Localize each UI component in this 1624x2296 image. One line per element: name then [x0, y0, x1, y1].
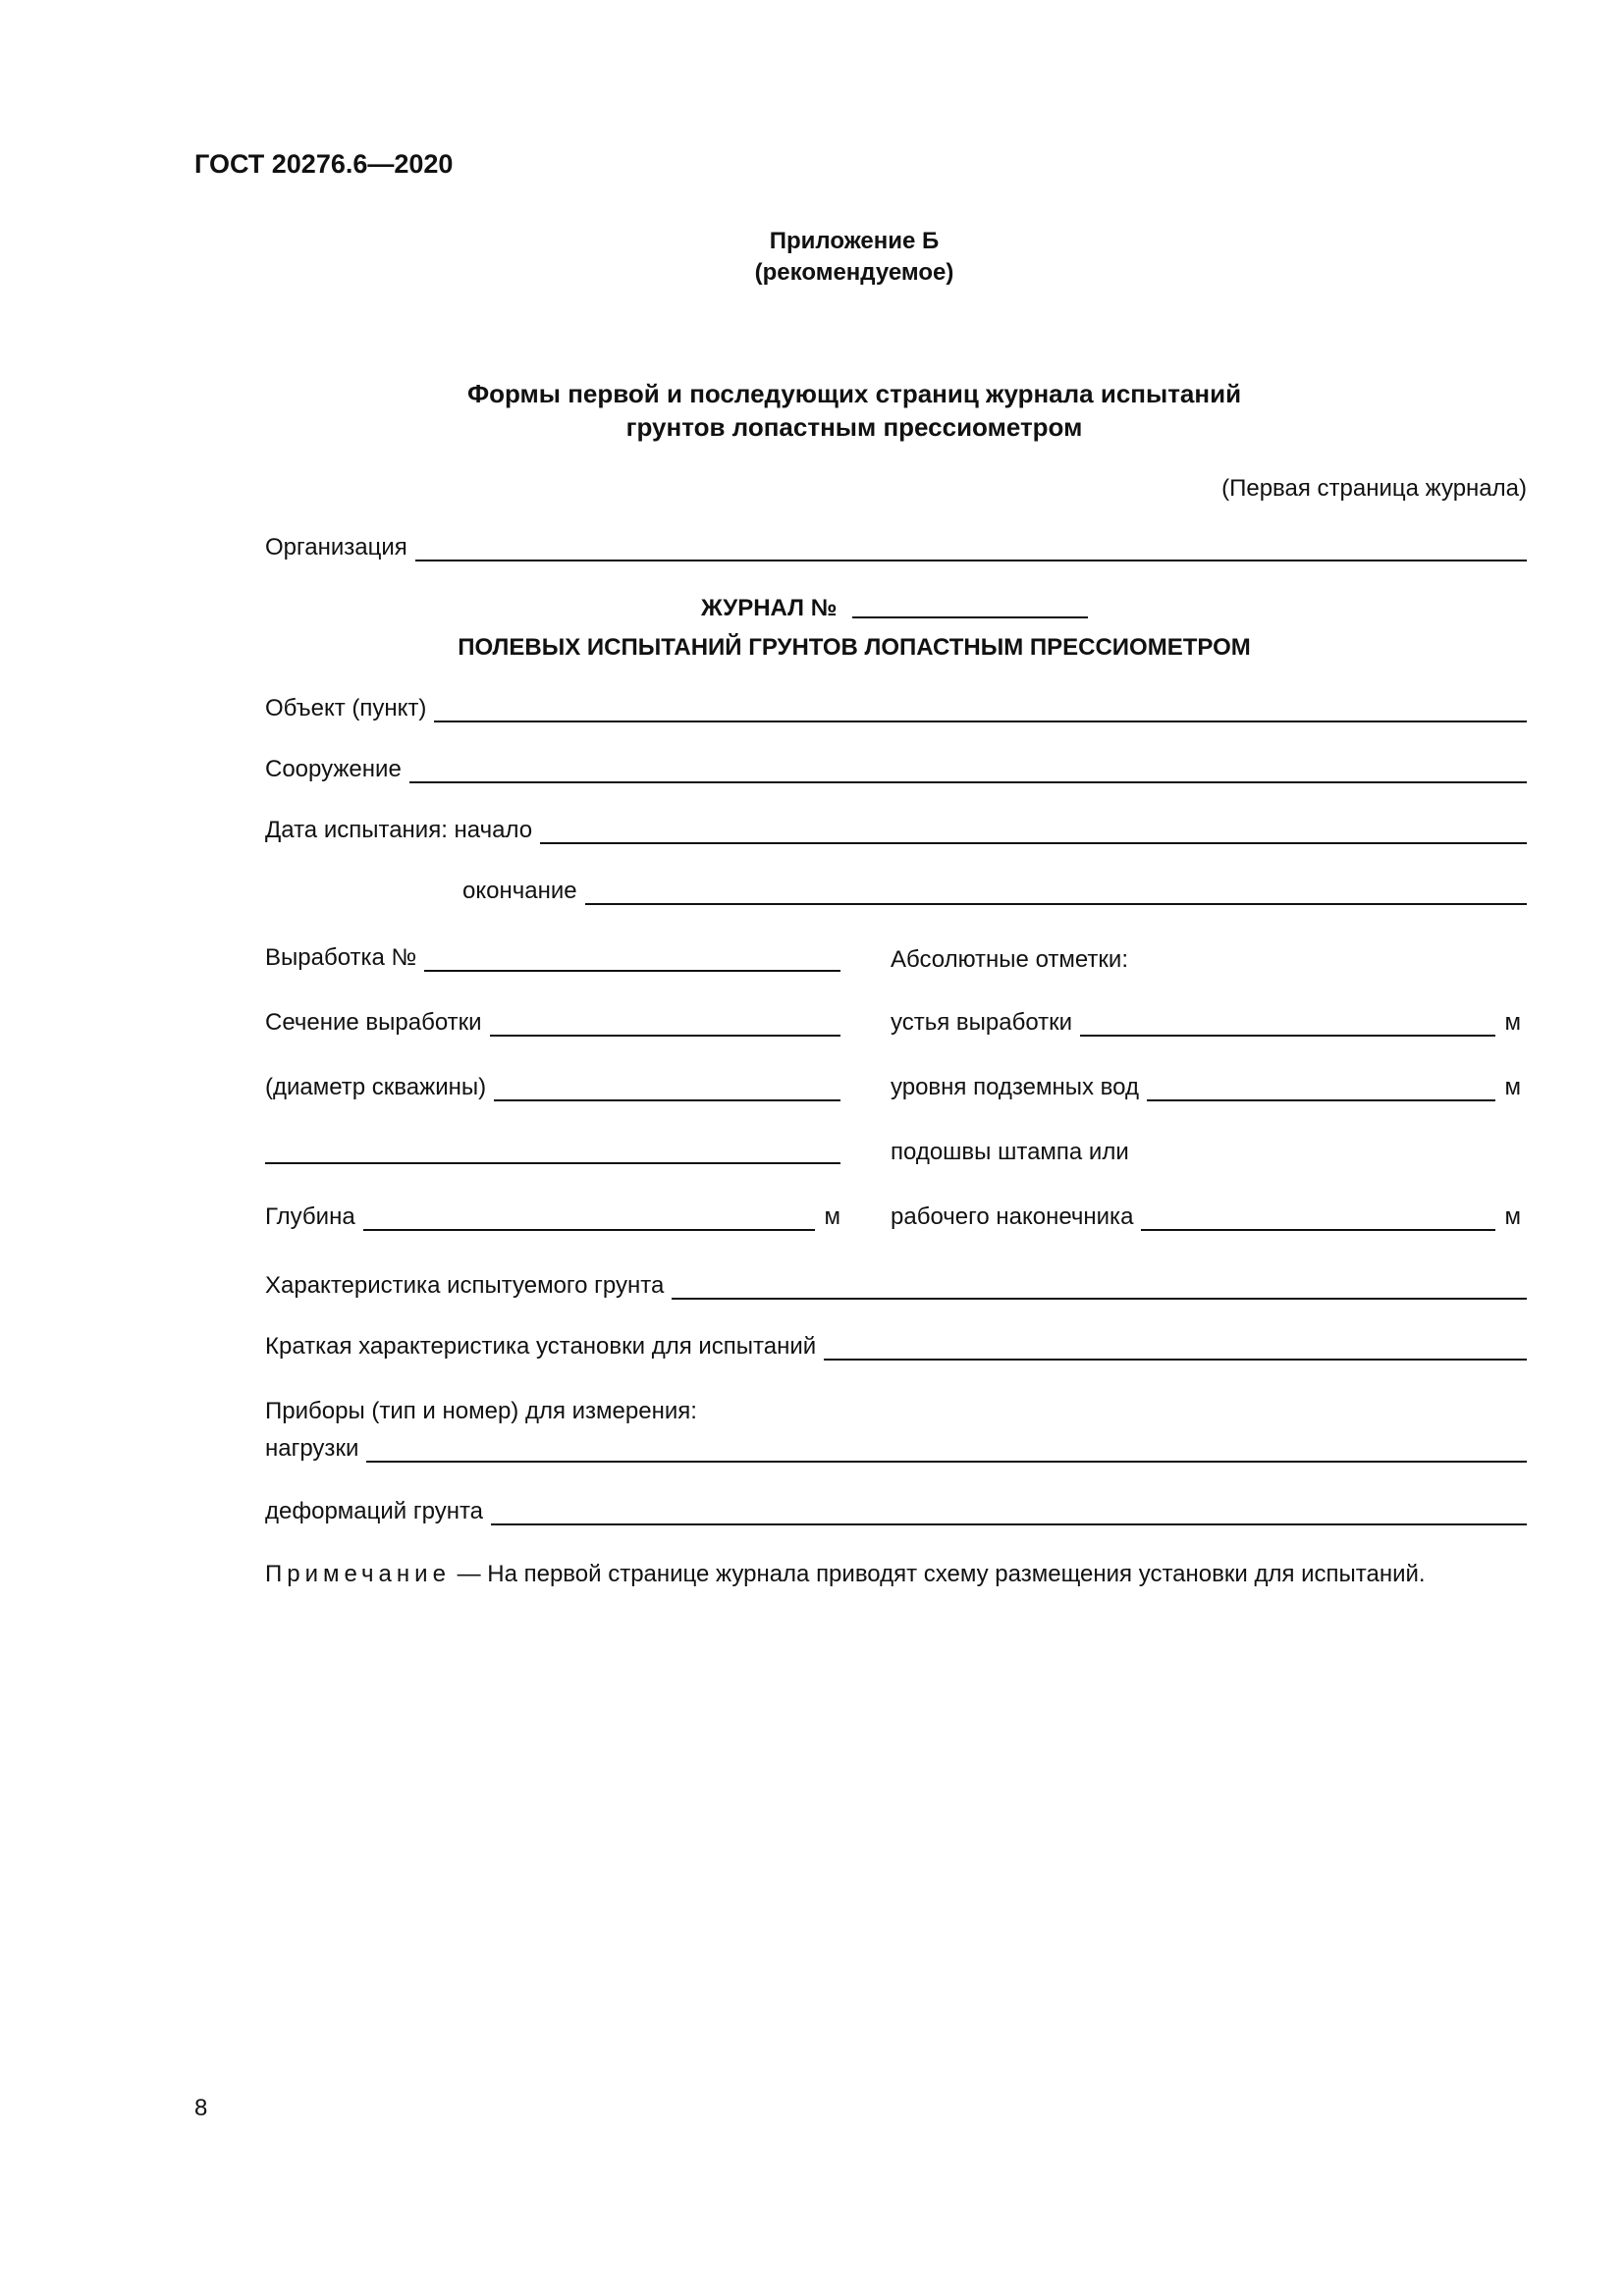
- structure-row: [265, 750, 1527, 783]
- section-title-line2: грунтов лопастным прессиометром: [625, 412, 1083, 442]
- appendix-status: (рекомендуемое): [754, 259, 954, 286]
- object-label: Объект (пункт): [265, 695, 427, 721]
- deformation-field[interactable]: [491, 1502, 1527, 1525]
- groundwater-row: [891, 1068, 1521, 1101]
- deformation-label: деформаций грунта: [265, 1498, 484, 1524]
- depth-unit: м: [824, 1203, 840, 1230]
- page-note: (Первая страница журнала): [1221, 475, 1527, 502]
- borehole-diameter-field[interactable]: [494, 1078, 840, 1101]
- excavation-no-row: [265, 938, 840, 972]
- test-date-end-row: [462, 872, 1527, 905]
- soil-characteristic-field[interactable]: [672, 1276, 1527, 1300]
- soil-characteristic-label: Характеристика испытуемого грунта: [265, 1272, 665, 1299]
- depth-row: [265, 1198, 840, 1231]
- organization-row: [265, 528, 1527, 561]
- organization-field[interactable]: [415, 538, 1527, 561]
- organization-label: Организация: [265, 534, 407, 561]
- mouth-field[interactable]: [1080, 1013, 1494, 1037]
- stamp-label-line2: рабочего наконечника: [891, 1203, 1134, 1230]
- load-row: [265, 1429, 1527, 1463]
- setup-characteristic-field[interactable]: [824, 1337, 1527, 1361]
- excavation-section-row: [265, 1003, 840, 1037]
- journal-title: ПОЛЕВЫХ ИСПЫТАНИЙ ГРУНТОВ ЛОПАСТНЫМ ПРЕССИОМЕТРОМ: [458, 634, 1251, 661]
- groundwater-label: уровня подземных вод: [891, 1074, 1139, 1100]
- structure-field[interactable]: [409, 760, 1527, 783]
- document-standard-header: ГОСТ 20276.6—2020: [194, 149, 454, 179]
- stamp-unit: м: [1504, 1203, 1521, 1230]
- depth-label: Глубина: [265, 1203, 355, 1230]
- section-title-line1: Формы первой и последующих страниц журнала испытаний: [466, 379, 1242, 408]
- test-date-end-label: окончание: [462, 878, 577, 904]
- borehole-diameter-row: [265, 1068, 840, 1101]
- page-number: 8: [194, 2095, 208, 2121]
- borehole-diameter-label: (диаметр скважины): [265, 1074, 487, 1100]
- depth-field[interactable]: [363, 1207, 815, 1231]
- deformation-row: [265, 1492, 1527, 1525]
- test-date-start-field[interactable]: [540, 821, 1527, 844]
- object-field[interactable]: [434, 699, 1527, 722]
- setup-characteristic-label: Краткая характеристика установки для испытаний: [265, 1333, 817, 1360]
- test-date-start-label: Дата испытания: начало: [265, 817, 533, 843]
- groundwater-unit: м: [1504, 1074, 1521, 1100]
- note-text: — На первой странице журнала приводят схему размещения установки для испытаний.: [450, 1561, 1426, 1587]
- mouth-label: устья выработки: [891, 1009, 1073, 1036]
- excavation-section-label: Сечение выработки: [265, 1009, 482, 1036]
- test-date-end-field[interactable]: [585, 881, 1527, 905]
- excavation-no-label: Выработка №: [265, 944, 417, 971]
- soil-characteristic-row: [265, 1266, 1527, 1300]
- note-label: Примечание: [265, 1561, 451, 1587]
- test-date-start-row: [265, 811, 1527, 844]
- setup-characteristic-row: [265, 1327, 1527, 1361]
- excavation-section-field[interactable]: [490, 1013, 840, 1037]
- load-label: нагрузки: [265, 1435, 359, 1462]
- stamp-row: [891, 1198, 1521, 1231]
- absolute-marks-label: Абсолютные отметки:: [891, 946, 1128, 973]
- excavation-no-field[interactable]: [424, 948, 840, 972]
- appendix-title: Приложение Б: [769, 228, 940, 254]
- groundwater-field[interactable]: [1147, 1078, 1495, 1101]
- journal-number-label: ЖУРНАЛ №: [701, 595, 838, 621]
- object-row: [265, 689, 1527, 722]
- mouth-unit: м: [1504, 1009, 1521, 1036]
- extra-blank-field[interactable]: [265, 1162, 840, 1164]
- structure-label: Сооружение: [265, 756, 402, 782]
- journal-number-field[interactable]: [852, 616, 1088, 618]
- stamp-label-line1: подошвы штампа или: [891, 1139, 1129, 1165]
- load-field[interactable]: [366, 1439, 1527, 1463]
- stamp-field[interactable]: [1141, 1207, 1494, 1231]
- note: [265, 1561, 1426, 1588]
- mouth-row: [891, 1003, 1521, 1037]
- instruments-label: Приборы (тип и номер) для измерения:: [265, 1398, 697, 1424]
